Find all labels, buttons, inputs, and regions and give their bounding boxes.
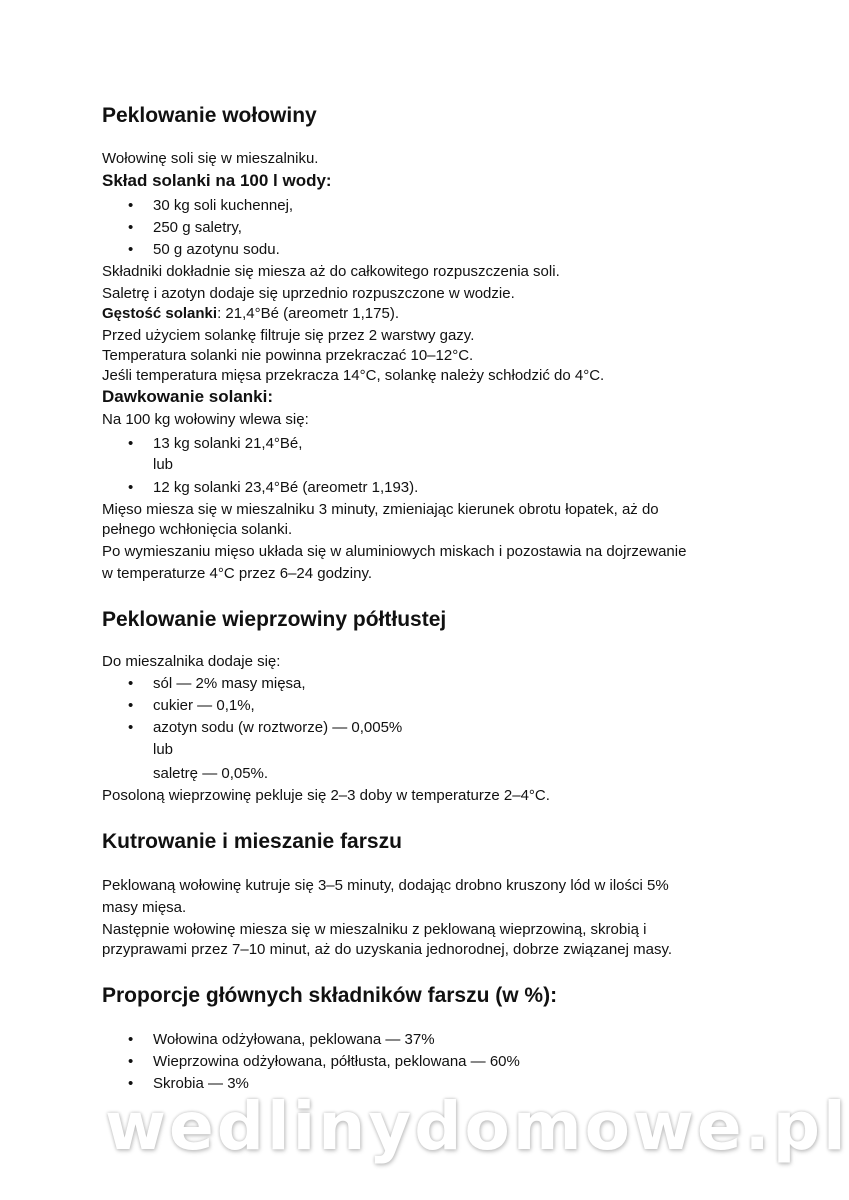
paragraph: Do mieszalnika dodaje się:: [102, 653, 281, 670]
paragraph: Mięso miesza się w mieszalniku 3 minuty, zmieniając kierunek obrotu łopatek, aż do: [102, 501, 659, 518]
or-text: lub: [153, 456, 174, 473]
paragraph: Wołowinę soli się w mieszalniku.: [102, 150, 319, 167]
paragraph: Peklowaną wołowinę kutruje się 3–5 minuty, dodając drobno kruszony lód w ilości 5%: [102, 877, 669, 894]
or-text: lub: [153, 741, 174, 758]
paragraph: Na 100 kg wołowiny wlewa się:: [102, 411, 309, 428]
paragraph: Składniki dokładnie się miesza aż do całkowitego rozpuszczenia soli.: [102, 263, 560, 280]
paragraph: przyprawami przez 7–10 minut, aż do uzyskania jednorodnej, dobrze związanej masy.: [102, 941, 673, 958]
paragraph: Posoloną wieprzowinę pekluje się 2–3 doby w temperaturze 2–4°C.: [102, 787, 550, 804]
heading: Kutrowanie i mieszanie farszu: [102, 830, 402, 853]
heading: Peklowanie wieprzowiny półtłustej: [102, 608, 447, 631]
paragraph: pełnego wchłonięcia solanki.: [102, 521, 293, 538]
paragraph: Następnie wołowinę miesza się w mieszalniku z peklowaną wieprzowiną, skrobią i: [102, 921, 647, 938]
paragraph: Po wymieszaniu mięso układa się w aluminiowych miskach i pozostawia na dojrzewanie: [102, 543, 687, 560]
heading: Proporcje głównych składników farszu (w %):: [102, 984, 558, 1007]
paragraph: Gęstość solanki: 21,4°Bé (areometr 1,175).: [102, 305, 399, 322]
paragraph: masy mięsa.: [102, 899, 187, 916]
paragraph: Jeśli temperatura mięsa przekracza 14°C, solankę należy schłodzić do 4°C.: [102, 367, 605, 384]
subheading: Skład solanki na 100 l wody:: [102, 171, 332, 190]
paragraph: Przed użyciem solankę filtruje się przez 2 warstwy gazy.: [102, 327, 475, 344]
list-item-alt: saletrę — 0,05%.: [153, 765, 269, 782]
subheading: Dawkowanie solanki:: [102, 387, 273, 406]
paragraph: Temperatura solanki nie powinna przekraczać 10–12°C.: [102, 347, 474, 364]
watermark: wedlinydomowe.pl: [105, 1088, 849, 1165]
paragraph: Saletrę i azotyn dodaje się uprzednio rozpuszczone w wodzie.: [102, 285, 515, 302]
heading: Peklowanie wołowiny: [102, 104, 317, 127]
paragraph: w temperaturze 4°C przez 6–24 godziny.: [102, 565, 373, 582]
